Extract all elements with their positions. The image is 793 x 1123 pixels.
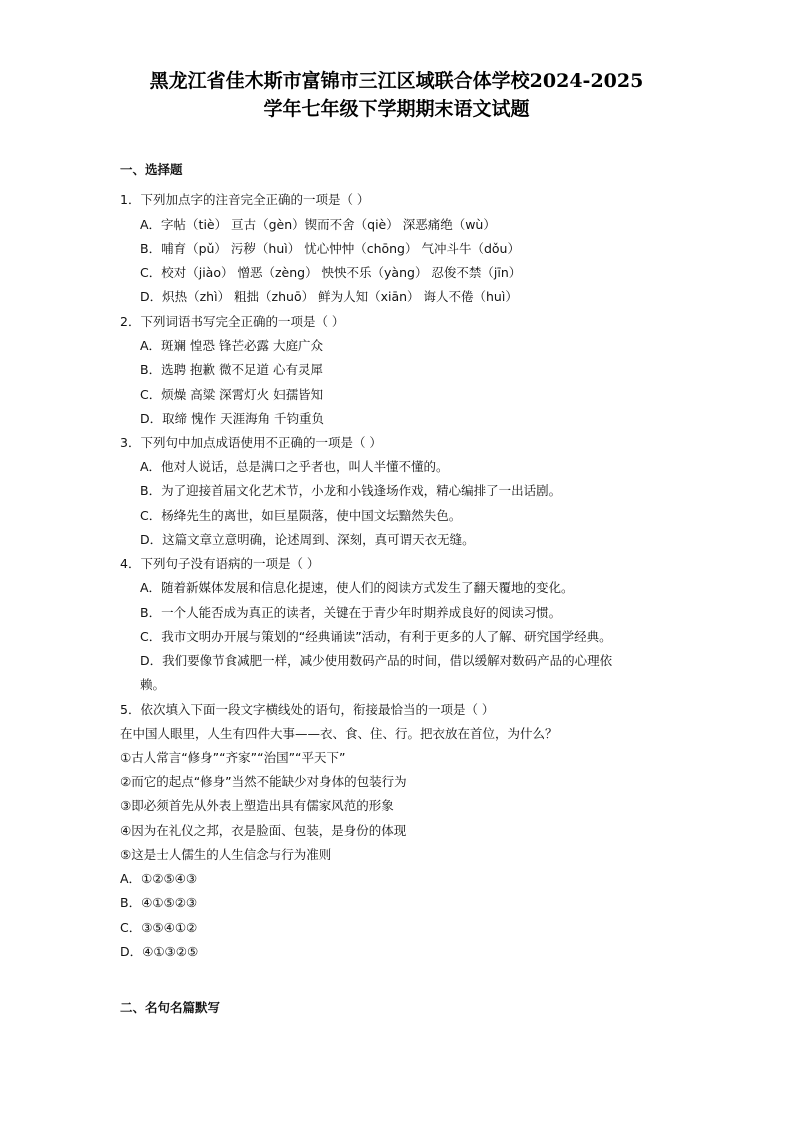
question-5-option-d: D．④①③②⑤ (120, 944, 199, 959)
question-5-sentence-4: ④因为在礼仪之邦，衣是脸面、包装，是身份的体现 (120, 823, 407, 838)
question-2-option-b: B．选聘 抱歉 微不足道 心有灵犀 (140, 362, 323, 377)
question-2-option-d: D．取缔 愧作 天涯海角 千钧重负 (140, 411, 325, 426)
question-3-option-b: B．为了迎接首届文化艺术节，小龙和小钱逢场作戏，精心编排了一出话剧。 (140, 483, 562, 498)
question-5-option-a: A．①②⑤④③ (120, 871, 198, 886)
exam-title-line-1: 黑龙江省佳木斯市富锦市三江区域联合体学校2024-2025 (149, 70, 644, 92)
question-4-stem: 4．下列句子没有语病的一项是（ ） (120, 556, 320, 571)
question-4-option-c: C．我市文明办开展与策划的“经典诵读”活动，有利于更多的人了解、研究国学经典。 (140, 629, 612, 644)
question-1-option-c: C．校对（jiào） 憎恶（zèng） 怏怏不乐（yàng） 忍俊不禁（jīn） (140, 265, 522, 280)
question-5-sentence-1: ①古人常言“修身”“齐家”“治国”“平天下” (120, 750, 346, 765)
question-3-option-d: D．这篇文章立意明确，论述周到、深刻，真可谓天衣无缝。 (140, 532, 475, 547)
exam-title-line-2: 学年七年级下学期期末语文试题 (263, 98, 530, 120)
question-3-option-a: A．他对人说话，总是满口之乎者也，叫人半懂不懂的。 (140, 459, 449, 474)
question-5-passage: 在中国人眼里，人生有四件大事——衣、食、住、行。把衣放在首位，为什么？ (120, 726, 558, 741)
question-4-option-d-continued: 赖。 (140, 677, 166, 692)
question-2-option-a: A．斑斓 惶恐 锋芒必露 大庭广众 (140, 338, 323, 353)
question-2-stem: 2．下列词语书写完全正确的一项是（ ） (120, 314, 345, 329)
question-1-option-a: A．字帖（tiè） 亘古（gèn）锲而不舍（qiè） 深恶痛绝（wù） (140, 217, 496, 232)
question-5-option-c: C．③⑤④①② (120, 920, 198, 935)
question-5-sentence-2: ②而它的起点“修身”当然不能缺少对身体的包装行为 (120, 774, 407, 789)
question-5-stem: 5．依次填入下面一段文字横线处的语句，衔接最恰当的一项是（ ） (120, 702, 495, 717)
question-4-option-a: A．随着新媒体发展和信息化提速，使人们的阅读方式发生了翻天覆地的变化。 (140, 580, 574, 595)
question-5-sentence-5: ⑤这是士人儒生的人生信念与行为准则 (120, 847, 332, 862)
section-heading-choice: 一、选择题 (120, 162, 183, 177)
question-5-option-b: B．④①⑤②③ (120, 895, 198, 910)
question-4-option-b: B．一个人能否成为真正的读者，关键在于青少年时期养成良好的阅读习惯。 (140, 605, 562, 620)
question-1-option-d: D．炽热（zhì） 粗拙（zhuō） 鲜为人知（xiān） 诲人不倦（huì） (140, 289, 518, 304)
question-3-option-c: C．杨绛先生的离世，如巨星陨落，使中国文坛黯然失色。 (140, 508, 462, 523)
question-4-option-d: D．我们要像节食减肥一样，减少使用数码产品的时间，借以缓解对数码产品的心理依 (140, 653, 613, 668)
question-1-stem: 1．下列加点字的注音完全正确的一项是（ ） (120, 192, 370, 207)
section-heading-recitation: 二、名句名篇默写 (120, 1000, 221, 1015)
question-1-option-b: B．哺育（pǔ） 污秽（huì） 忧心忡忡（chōng） 气冲斗牛（dǒu） (140, 241, 520, 256)
question-3-stem: 3．下列句中加点成语使用不正确的一项是（ ） (120, 435, 382, 450)
question-5-sentence-3: ③即必须首先从外表上塑造出具有儒家风范的形象 (120, 798, 394, 813)
question-2-option-c: C．烦燥 高粱 深霄灯火 妇孺皆知 (140, 387, 324, 402)
